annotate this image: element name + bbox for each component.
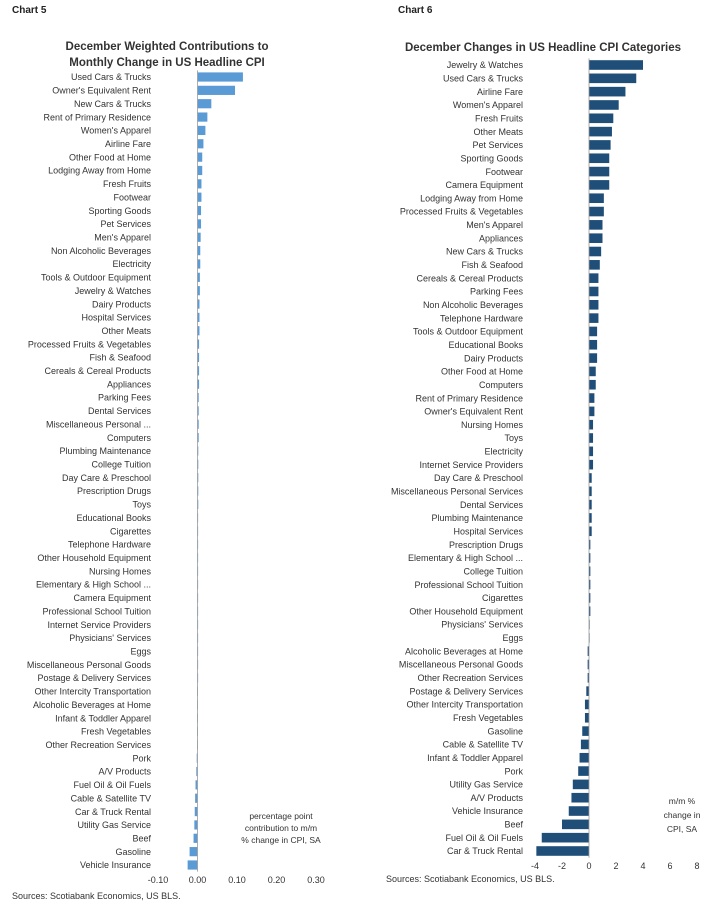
c6-category-label: Women's Apparel xyxy=(452,100,523,111)
c5-category-label: A/V Products xyxy=(98,766,151,777)
c6-bar xyxy=(589,167,609,177)
c6-category-label: A/V Products xyxy=(470,792,523,803)
c6-category-label: Miscellaneous Personal Goods xyxy=(398,659,523,670)
c6-bar xyxy=(589,113,613,123)
c6-category-label: Fresh Vegetables xyxy=(452,712,523,723)
c5-category-label: Other Intercity Transportation xyxy=(34,686,151,697)
c6-bar xyxy=(589,247,601,257)
c5-category-label: Sporting Goods xyxy=(88,205,151,216)
c5-title-line: December Weighted Contributions to xyxy=(65,41,269,53)
c6-category-label: Infant & Toddler Apparel xyxy=(427,752,523,763)
c5-bar xyxy=(190,847,198,856)
c5-category-label: Dairy Products xyxy=(91,299,151,310)
c6-bar xyxy=(589,340,597,350)
c6-bar xyxy=(589,313,598,323)
c6-bar xyxy=(589,526,592,536)
c5-bar xyxy=(198,112,208,121)
c6-category-label: Other Meats xyxy=(473,126,523,137)
c5-category-label: Physicians' Services xyxy=(69,633,151,644)
c5-bar xyxy=(188,860,198,869)
c6-category-label: Men's Apparel xyxy=(466,220,523,231)
c5-x-tick-label: 0.10 xyxy=(228,875,246,885)
c6-category-label: Day Care & Preschool xyxy=(433,473,523,484)
c5-category-label: Dental Services xyxy=(87,406,151,417)
c6-category-label: Lodging Away from Home xyxy=(420,193,523,204)
c6-bar xyxy=(589,327,597,337)
c5-x-tick-label: -0.10 xyxy=(147,875,169,885)
c6-x-tick-label: 4 xyxy=(640,861,646,871)
c6-bar xyxy=(571,793,589,803)
c6-category-label: Processed Fruits & Vegetables xyxy=(399,206,523,217)
c6-bar xyxy=(589,287,598,297)
c6-bar xyxy=(580,753,589,763)
c6-source: Sources: Scotiabank Economics, US BLS. xyxy=(386,874,555,884)
c6-x-tick-label: -4 xyxy=(530,861,540,871)
c5-category-label: Prescription Drugs xyxy=(76,486,151,497)
c6-category-label: Miscellaneous Personal Services xyxy=(390,486,523,497)
c6-x-tick-label: 8 xyxy=(694,861,700,871)
c5-category-label: Used Cars & Trucks xyxy=(70,72,151,83)
c6-category-label: Cigarettes xyxy=(481,593,523,604)
c6-bar xyxy=(573,780,589,790)
c5-category-label: Cigarettes xyxy=(109,526,151,537)
c6-category-label: Professional School Tuition xyxy=(414,579,523,590)
c6-category-label: Utility Gas Service xyxy=(449,779,523,790)
c5-category-label: Toys xyxy=(132,499,151,510)
c6-category-label: Electricity xyxy=(484,446,523,457)
c6-category-label: Gasoline xyxy=(487,726,523,737)
c6-category-label: Internet Service Providers xyxy=(419,459,523,470)
c5-bar xyxy=(198,259,201,268)
c6-bar xyxy=(585,713,589,723)
c6-bar xyxy=(589,513,592,523)
c5-bar xyxy=(198,72,243,81)
c6-bar xyxy=(589,140,611,150)
c5-category-label: Other Food at Home xyxy=(68,152,151,163)
c6-category-label: Nursing Homes xyxy=(460,419,523,430)
c6-x-tick-label: 6 xyxy=(667,861,673,871)
c6-bar xyxy=(589,353,597,363)
c6-bar xyxy=(589,393,594,403)
c6-category-label: Plumbing Maintenance xyxy=(431,513,523,524)
c5-category-label: Car & Truck Rental xyxy=(74,806,151,817)
c6-bar xyxy=(589,60,643,70)
c6-bar xyxy=(589,380,596,390)
c5-category-label: Nursing Homes xyxy=(88,566,151,577)
c5-category-label: Computers xyxy=(106,432,151,443)
c6-category-label: Computers xyxy=(478,379,523,390)
c6-category-label: Hospital Services xyxy=(453,526,523,537)
c6-bar xyxy=(589,300,598,310)
c5-category-label: Elementary & High School ... xyxy=(35,579,151,590)
c6-bar xyxy=(589,500,592,510)
chart5-tag: Chart 5 xyxy=(12,5,47,16)
c5-category-label: Tools & Outdoor Equipment xyxy=(40,272,151,283)
c5-x-tick-label: 0.00 xyxy=(188,875,207,885)
c6-bar xyxy=(589,87,625,97)
c5-category-label: Infant & Toddler Apparel xyxy=(55,713,151,724)
c5-bar xyxy=(198,86,236,95)
c5-category-label: College Tuition xyxy=(91,459,151,470)
c5-category-label: Cereals & Cereal Products xyxy=(44,366,151,377)
c6-x-tick-label: 0 xyxy=(586,861,592,871)
c5-category-label: Day Care & Preschool xyxy=(61,472,151,483)
c5-category-label: Camera Equipment xyxy=(73,593,151,604)
c5-category-label: Pet Services xyxy=(100,219,151,230)
c6-category-label: Fuel Oil & Oil Fuels xyxy=(445,832,523,843)
c5-x-tick-label: 0.30 xyxy=(307,875,325,885)
c5-category-label: Rent of Primary Residence xyxy=(43,112,151,123)
c6-category-label: Toys xyxy=(504,433,523,444)
c6-category-label: Other Household Equipment xyxy=(409,606,523,617)
c5-bar xyxy=(198,139,204,148)
c6-bar xyxy=(589,273,598,283)
c6-category-label: Fresh Fruits xyxy=(474,113,523,124)
c6-note-line: m/m % xyxy=(668,796,696,806)
c5-bar xyxy=(195,807,198,816)
c5-bar xyxy=(198,206,202,215)
c5-bar xyxy=(198,99,212,108)
c6-bar xyxy=(589,74,636,84)
c6-note-line: CPI, SA xyxy=(666,824,698,834)
c6-bar xyxy=(589,100,619,110)
c6-category-label: Sporting Goods xyxy=(460,153,523,164)
c6-category-label: Fish & Seafood xyxy=(461,260,523,271)
c6-bar xyxy=(589,233,603,243)
c6-bar xyxy=(569,806,589,816)
c6-x-tick-label: -2 xyxy=(557,861,567,871)
c6-bar xyxy=(589,180,609,190)
c5-category-label: Fish & Seafood xyxy=(89,352,151,363)
c6-category-label: Dental Services xyxy=(459,499,523,510)
c6-bar xyxy=(542,833,589,843)
c5-category-label: Vehicle Insurance xyxy=(79,860,151,871)
c6-bar xyxy=(589,433,593,443)
c6-bar xyxy=(589,260,600,270)
c6-bar xyxy=(589,127,612,137)
c5-bar xyxy=(194,820,197,829)
c6-category-label: Parking Fees xyxy=(469,286,523,297)
c5-bar xyxy=(198,166,203,175)
c6-category-label: Pork xyxy=(504,766,523,777)
c5-category-label: Other Meats xyxy=(101,325,151,336)
c5-category-label: Alcoholic Beverages at Home xyxy=(32,699,151,710)
c6-category-label: Airline Fare xyxy=(476,86,523,97)
c6-bar xyxy=(536,846,589,856)
c6-bar xyxy=(585,700,589,710)
c6-category-label: Footwear xyxy=(485,166,523,177)
c5-note-line: % change in CPI, SA xyxy=(241,835,321,845)
c5-source: Sources: Scotiabank Economics, US BLS. xyxy=(12,891,181,901)
c6-title-line: December Changes in US Headline CPI Categories xyxy=(404,42,682,54)
c6-category-label: Cable & Satellite TV xyxy=(442,739,523,750)
c6-bar xyxy=(589,407,594,417)
c5-note-line: contribution to m/m xyxy=(244,823,318,833)
c5-category-label: Airline Fare xyxy=(104,138,151,149)
c5-category-label: Lodging Away from Home xyxy=(48,165,151,176)
c6-category-label: Other Intercity Transportation xyxy=(406,699,523,710)
c5-bar xyxy=(198,153,203,162)
c5-category-label: Footwear xyxy=(113,192,151,203)
c6-category-label: Beef xyxy=(504,819,523,830)
c5-category-label: Telephone Hardware xyxy=(67,539,151,550)
c6-category-label: Camera Equipment xyxy=(445,180,523,191)
c6-category-label: Prescription Drugs xyxy=(448,539,523,550)
c6-bar xyxy=(562,820,589,830)
c5-category-label: Parking Fees xyxy=(97,392,151,403)
chart6-tag: Chart 6 xyxy=(398,5,433,16)
c6-bar xyxy=(589,447,593,457)
c6-category-label: Telephone Hardware xyxy=(439,313,523,324)
c5-bar xyxy=(198,126,206,135)
c6-category-label: College Tuition xyxy=(463,566,523,577)
c5-category-label: Fuel Oil & Oil Fuels xyxy=(73,780,151,791)
c6-bar xyxy=(586,686,589,696)
c6-category-label: Tools & Outdoor Equipment xyxy=(412,326,523,337)
c5-category-label: Other Recreation Services xyxy=(45,739,151,750)
c5-category-label: Jewelry & Watches xyxy=(74,285,151,296)
c5-category-label: Miscellaneous Personal Goods xyxy=(26,659,151,670)
c5-bar xyxy=(198,246,201,255)
c5-category-label: Pork xyxy=(132,753,151,764)
c6-bar xyxy=(589,207,604,217)
c6-category-label: Other Food at Home xyxy=(440,366,523,377)
c6-category-label: Vehicle Insurance xyxy=(451,806,523,817)
c5-x-tick-label: 0.20 xyxy=(267,875,286,885)
c6-bar xyxy=(589,220,603,230)
c6-category-label: Jewelry & Watches xyxy=(446,60,523,71)
c5-category-label: Gasoline xyxy=(115,846,151,857)
c6-category-label: Rent of Primary Residence xyxy=(415,393,523,404)
c6-x-tick-label: 2 xyxy=(613,861,619,871)
c6-category-label: Non Alcoholic Beverages xyxy=(422,299,523,310)
c6-bar xyxy=(589,153,609,163)
c6-category-label: Car & Truck Rental xyxy=(446,846,523,857)
c5-title-line: Monthly Change in US Headline CPI xyxy=(69,57,265,69)
c6-category-label: Cereals & Cereal Products xyxy=(416,273,523,284)
c5-category-label: Other Household Equipment xyxy=(37,553,151,564)
c5-category-label: New Cars & Trucks xyxy=(73,98,151,109)
c6-category-label: Elementary & High School ... xyxy=(407,553,523,564)
c5-note-line: percentage point xyxy=(249,811,313,821)
c6-category-label: Alcoholic Beverages at Home xyxy=(404,646,523,657)
c6-bar xyxy=(589,420,593,430)
c6-category-label: Used Cars & Trucks xyxy=(442,73,523,84)
c5-category-label: Owner's Equivalent Rent xyxy=(52,85,151,96)
c6-bar xyxy=(589,487,592,497)
c5-category-label: Appliances xyxy=(106,379,151,390)
c5-category-label: Non Alcoholic Beverages xyxy=(50,245,151,256)
c6-category-label: Other Recreation Services xyxy=(417,673,523,684)
c5-category-label: Fresh Fruits xyxy=(102,179,151,190)
c5-category-label: Eggs xyxy=(130,646,151,657)
c5-category-label: Professional School Tuition xyxy=(42,606,151,617)
c5-bar xyxy=(198,193,202,202)
c5-category-label: Miscellaneous Personal ... xyxy=(45,419,151,430)
c6-bar xyxy=(582,726,589,736)
c6-category-label: Eggs xyxy=(502,633,523,644)
c6-category-label: Physicians' Services xyxy=(441,619,523,630)
c6-bar xyxy=(578,766,589,776)
c5-category-label: Processed Fruits & Vegetables xyxy=(27,339,151,350)
c5-category-label: Internet Service Providers xyxy=(47,619,151,630)
c6-note-line: change in xyxy=(663,810,701,820)
c5-category-label: Postage & Delivery Services xyxy=(37,673,151,684)
c6-category-label: Pet Services xyxy=(472,140,523,151)
c5-category-label: Men's Apparel xyxy=(94,232,151,243)
c5-category-label: Plumbing Maintenance xyxy=(59,446,151,457)
c6-bar xyxy=(581,740,589,750)
c5-category-label: Hospital Services xyxy=(81,312,151,323)
c5-bar xyxy=(194,834,198,843)
c6-bar xyxy=(589,460,593,470)
c6-category-label: New Cars & Trucks xyxy=(445,246,523,257)
c5-category-label: Beef xyxy=(132,833,151,844)
c6-bar xyxy=(589,193,604,203)
c5-bar xyxy=(198,219,202,228)
c6-category-label: Dairy Products xyxy=(463,353,523,364)
c5-category-label: Women's Apparel xyxy=(80,125,151,136)
c6-bar xyxy=(589,367,596,377)
c5-bar xyxy=(198,233,201,242)
c6-category-label: Postage & Delivery Services xyxy=(409,686,523,697)
c5-category-label: Utility Gas Service xyxy=(77,820,151,831)
c5-category-label: Educational Books xyxy=(76,512,151,523)
c5-category-label: Fresh Vegetables xyxy=(80,726,151,737)
c6-category-label: Appliances xyxy=(478,233,523,244)
c5-category-label: Electricity xyxy=(112,259,151,270)
c6-bar xyxy=(589,473,592,483)
c6-category-label: Educational Books xyxy=(448,339,523,350)
c5-category-label: Cable & Satellite TV xyxy=(70,793,151,804)
c6-category-label: Owner's Equivalent Rent xyxy=(424,406,523,417)
c5-bar xyxy=(198,179,202,188)
